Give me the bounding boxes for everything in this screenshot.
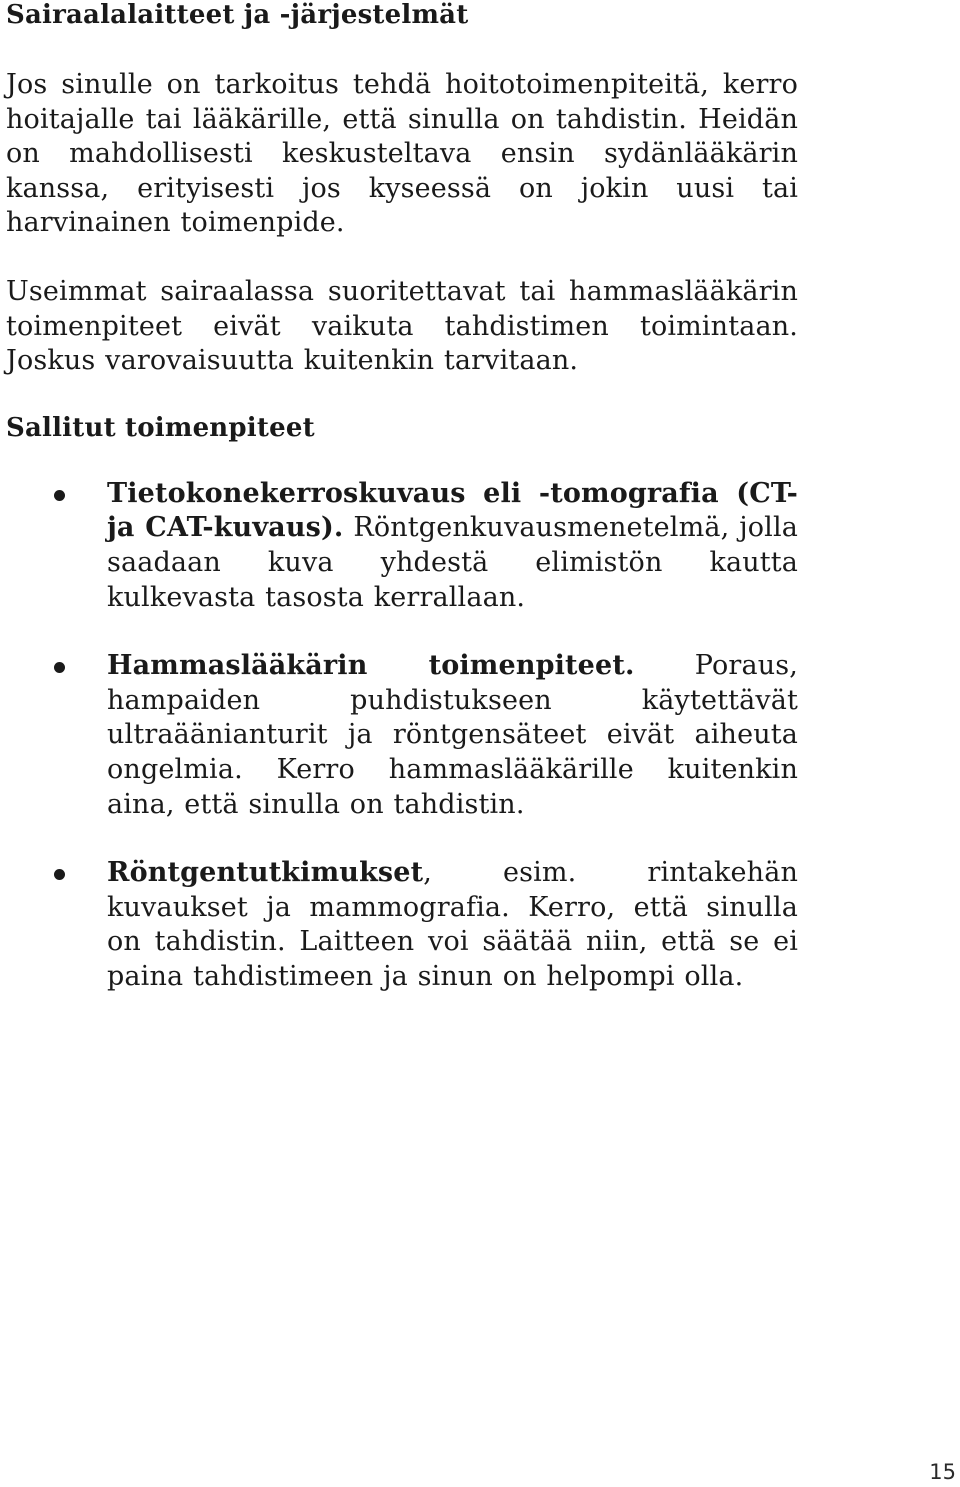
list-item-term: Tietokonekerroskuvaus eli -tomografia (CT- ja CAT-kuvaus). <box>107 477 798 544</box>
intro-paragraph: Jos sinulle on tarkoitus tehdä hoitotoimenpiteitä, kerro hoitajalle tai lääkärille, että sinulla on tahdistin. Heidän on mahdollisesti keskusteltava ensin sydänlääkärin kanssa, erityisesti jos kyseessä on jokin uusi tai harvinainen toimenpide. <box>6 69 798 239</box>
page-title: Sairaalalaitteet ja -järjestelmät <box>6 0 469 30</box>
allowed-procedures-list <box>6 477 798 995</box>
procedures-paragraph: Useimmat sairaalassa suoritettavat tai hammaslääkärin toimenpiteet eivät vaikuta tahdistimen toimintaan. Joskus varovaisuutta kuitenkin tarvitaan. <box>6 275 798 377</box>
list-item <box>6 649 798 822</box>
bullet-icon <box>54 490 65 501</box>
page-number: 15 <box>929 1460 956 1484</box>
list-item <box>6 477 798 615</box>
section-heading: Sallitut toimenpiteet <box>6 412 315 443</box>
document-page <box>6 0 798 994</box>
list-item-term: Hammaslääkärin toimenpiteet. <box>107 650 635 682</box>
bullet-icon <box>54 662 65 673</box>
list-item <box>6 856 798 994</box>
bullet-icon <box>54 869 65 880</box>
list-item-term: Röntgentutkimukset <box>107 857 424 889</box>
list-item-text: Poraus, hampaiden puhdistukseen käytettävät ultraäänianturit ja röntgensäteet eivät aiheuta ongelmia. Kerro hammaslääkärille kuitenkin aina, että sinulla on tahdistin. <box>107 650 798 820</box>
list-item-text: Röntgenkuvausmenetelmä, jolla saadaan kuva yhdestä elimistön kautta kulkevasta tasosta kerrallaan. <box>107 512 798 613</box>
list-item-text: , esim. rintakehän kuvaukset ja mammografia. Kerro, että sinulla on tahdistin. Laitteen voi säätää niin, että se ei paina tahdistimeen ja sinun on helpompi olla. <box>107 857 798 992</box>
